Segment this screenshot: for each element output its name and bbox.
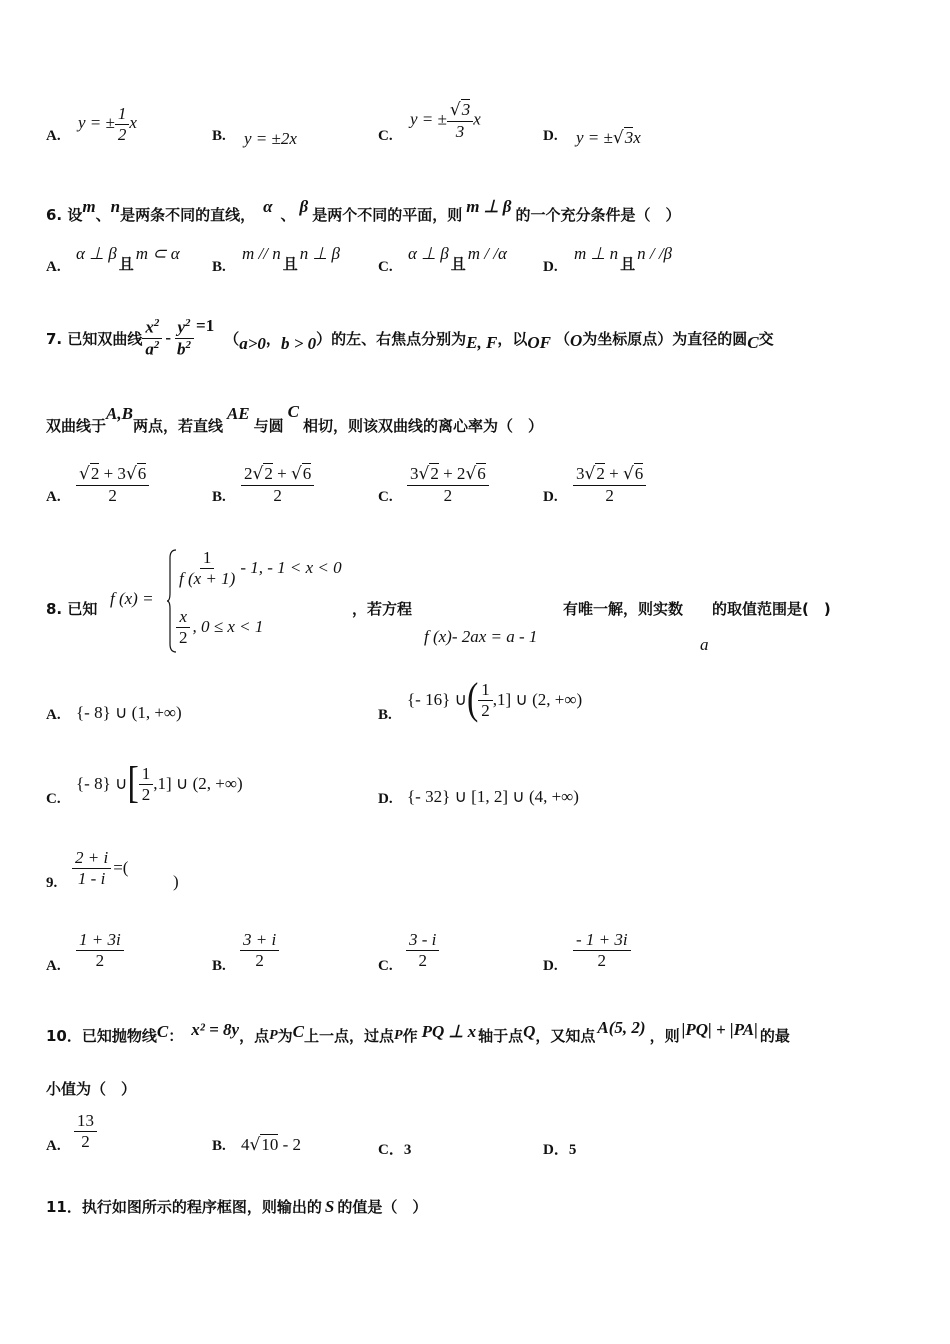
q8-option-c-label: C. xyxy=(46,791,61,807)
q10-t6: 作 xyxy=(402,1027,418,1045)
q10-t2: ： xyxy=(168,1027,184,1045)
q8-c-post: ,1] ∪ (2, +∞) xyxy=(153,774,243,794)
q8-b-num: 1 xyxy=(478,680,493,701)
q6-t2: 、 xyxy=(95,206,111,224)
q6-t3: 是两条不同的直线， xyxy=(120,206,256,224)
q7-option-b[interactable]: $\frac{2√2 + √6}{2}$ xyxy=(241,464,314,505)
q10-apt: A(5, 2) xyxy=(597,1018,646,1037)
q8-case2-den: 2 xyxy=(179,627,188,647)
q7-t8: 两点，若直线 xyxy=(132,417,223,435)
q6-n: n xyxy=(110,197,121,216)
q9-option-c-label: C. xyxy=(378,958,393,974)
q11-t2: 的值是（ ） xyxy=(337,1198,428,1216)
q9-option-b[interactable] xyxy=(240,930,279,970)
q5-c-num: 3 xyxy=(461,100,471,119)
q9-d-num: - 1 + 3i xyxy=(573,930,631,951)
q11-stem xyxy=(46,1196,427,1217)
q7-option-c[interactable]: $\frac{3√2 + 2√6}{2}$ xyxy=(407,464,489,505)
q7-option-b-label: B. xyxy=(212,489,226,505)
q7-frac-x: $\frac{x^2}{a^2}$ xyxy=(142,317,162,358)
q5-c-frac: $\frac{√3}{3}$ xyxy=(447,100,473,141)
q9-den: 1 - i xyxy=(77,868,106,888)
q5-a-var: x xyxy=(129,112,137,132)
q9-a-num: 1 + 3i xyxy=(76,930,124,951)
q5-option-a[interactable] xyxy=(78,104,137,144)
q10-b-rad: 10 xyxy=(261,1135,279,1154)
q9-option-d-label: D. xyxy=(543,958,558,974)
q5-a-num: 1 xyxy=(115,104,130,125)
q8-c-bracket-open: [ xyxy=(127,759,139,808)
q8-b-frac xyxy=(478,680,493,720)
q8-t4: 的取值范围是( ) xyxy=(712,600,831,618)
q8-b-bracket-open: ( xyxy=(466,675,479,724)
q5-option-b[interactable]: y = ±2x xyxy=(244,129,297,148)
q6-option-b[interactable] xyxy=(242,244,340,274)
q5-d-rad: 3 xyxy=(624,128,634,147)
q7-d-den: 2 xyxy=(605,485,614,505)
q7-t2: ）的左、右焦点分别为 xyxy=(316,329,467,348)
q6-c1: α ⊥ β xyxy=(408,244,449,263)
q5-a-den: 2 xyxy=(117,124,127,144)
q6-d-and: 且 xyxy=(620,255,636,273)
q10-t7: 轴于点 xyxy=(478,1027,524,1045)
q7-c-num3: 6 xyxy=(477,464,486,483)
q8-c-frac xyxy=(139,764,154,804)
q7-cond-open: （ xyxy=(224,329,240,348)
q7-t5: 为坐标原点）为直径的圆 xyxy=(582,329,748,348)
q8-option-a[interactable]: {- 8} ∪ (1, +∞) xyxy=(76,703,182,722)
q10-c: C xyxy=(156,1022,169,1041)
q5-option-a-label: A. xyxy=(46,128,61,144)
q6-t5: 是两个不同的平面，则 xyxy=(312,206,463,224)
q10-b-post: - 2 xyxy=(278,1135,302,1154)
q7-d-num3: 6 xyxy=(634,464,644,483)
q7-t4: （ xyxy=(554,329,570,348)
q7-ef: E, F xyxy=(466,333,498,352)
q9-d-den: 2 xyxy=(597,950,607,970)
q8-equation: f (x)- 2ax = a - 1 xyxy=(424,627,538,646)
q7-t7: 双曲线于 xyxy=(46,417,107,435)
q10-a-den: 2 xyxy=(81,1131,90,1151)
q6-d1: m ⊥ n xyxy=(574,244,619,263)
q8-option-b[interactable] xyxy=(407,675,583,724)
q7-stem-line1 xyxy=(46,306,774,370)
q8-b-post: ,1] ∪ (2, +∞) xyxy=(492,690,583,710)
q9-option-a[interactable] xyxy=(76,930,124,970)
q6-a1: α ⊥ β xyxy=(76,244,117,263)
q6-b2: n ⊥ β xyxy=(299,244,341,263)
q7-d-num1: 2 xyxy=(596,464,605,483)
q5-d-prefix: y = ± xyxy=(576,128,613,147)
q6-b-and: 且 xyxy=(282,255,298,273)
q7-c-den: 2 xyxy=(443,485,453,505)
q11-s: S xyxy=(324,1197,335,1216)
q6-t6: 的一个充分条件是（ ） xyxy=(515,206,681,224)
q8-t2: ，若方程 xyxy=(352,600,413,618)
q7-option-d[interactable]: $\frac{3√2 + √6}{2}$ xyxy=(573,464,646,505)
q8-b-pre: {- 16} ∪ xyxy=(407,690,467,710)
q5-option-c[interactable] xyxy=(410,100,481,141)
q10-option-a-label: A. xyxy=(46,1138,61,1154)
q7-o: O xyxy=(569,331,583,350)
q10-t8: ，又知点 xyxy=(535,1027,596,1045)
q7-b-num2: + xyxy=(272,464,291,483)
q7-a-num3: 6 xyxy=(137,464,147,483)
q8-case1-num: 1 xyxy=(200,548,215,569)
q7-eq: =1 xyxy=(196,316,215,335)
q9-option-d[interactable] xyxy=(573,930,631,970)
q10-option-b[interactable]: 4√10 - 2 xyxy=(241,1135,302,1155)
q9-b-num: 3 + i xyxy=(240,930,279,951)
q10-option-b-label: B. xyxy=(212,1138,226,1154)
q10-t9: ，则 xyxy=(649,1027,680,1045)
q7-c-num1: 2 xyxy=(430,464,439,483)
q8-fx: f (x) = xyxy=(110,589,154,608)
q6-alpha: α xyxy=(263,197,273,216)
q6-option-d[interactable] xyxy=(574,244,672,274)
q7-a-num2: + 3 xyxy=(99,464,126,483)
q8-case2-frac xyxy=(176,607,191,647)
q8-case1-frac xyxy=(176,548,238,588)
q9-num: 2 + i xyxy=(72,848,111,869)
q8-case1 xyxy=(176,548,342,588)
q6-b1: m // n xyxy=(242,244,281,263)
q9-option-c[interactable] xyxy=(406,930,439,970)
q7-b: b xyxy=(177,339,186,359)
q10-t3: ，点 xyxy=(239,1027,270,1045)
q10-option-c[interactable] xyxy=(378,1138,411,1159)
q6-option-a[interactable] xyxy=(76,244,180,274)
q8-c-pre: {- 8} ∪ xyxy=(76,774,128,794)
q7-frac-y: $\frac{y^2}{b^2}$ xyxy=(174,317,194,358)
q10-a-num: 13 xyxy=(74,1111,97,1132)
q7-ab: A,B xyxy=(106,404,133,423)
q6-cond: m ⊥ β xyxy=(466,197,512,216)
q7-y: y xyxy=(177,317,186,337)
q9-close: ) xyxy=(173,872,179,891)
q7-a: a xyxy=(145,339,154,359)
q7-option-c-label: C. xyxy=(378,489,393,505)
q7-d-num2: + xyxy=(604,464,623,483)
q8-b-den: 2 xyxy=(481,700,490,720)
q7-b-den: 2 xyxy=(273,485,282,505)
q7-cond-a: a>0 xyxy=(239,334,266,353)
q7-c-num0: 3 xyxy=(410,464,419,483)
q5-d-var: x xyxy=(633,128,641,147)
q9-number: 9. xyxy=(46,875,58,891)
q7-t3: ，以 xyxy=(497,329,528,348)
q7-option-a[interactable]: $\frac{√2 + 3√6}{2}$ xyxy=(76,464,149,505)
q6-m: m xyxy=(82,197,96,216)
q8-c-den: 2 xyxy=(141,784,151,804)
q10-t5: 上一点，过点 xyxy=(304,1027,395,1045)
q8-t1: 8. 已知 xyxy=(46,600,98,618)
q8-var-a: a xyxy=(700,635,709,654)
q7-ae: AE xyxy=(226,404,250,423)
q8-case2-num: x xyxy=(176,607,190,628)
q7-x: x xyxy=(145,317,154,337)
q7-minus: - xyxy=(165,328,172,347)
q9-eq: =( xyxy=(113,858,129,878)
q7-t1: 7. 已知双曲线 xyxy=(46,329,143,348)
q6-stem xyxy=(46,197,681,225)
q10-t1: 10．已知抛物线 xyxy=(46,1027,157,1045)
q6-option-d-label: D. xyxy=(543,259,558,275)
q6-option-a-label: A. xyxy=(46,259,61,275)
q7-t6: 交 xyxy=(758,329,774,348)
q7-a-den: 2 xyxy=(108,485,117,505)
q10-b-pre: 4 xyxy=(241,1135,250,1154)
q8-option-d[interactable]: {- 32} ∪ [1, 2] ∪ (4, +∞) xyxy=(407,787,579,806)
q9-option-b-label: B. xyxy=(212,958,226,974)
q6-a-and: 且 xyxy=(118,255,134,273)
q8-case1-den: f (x + 1) xyxy=(179,568,236,588)
q8-c-num: 1 xyxy=(139,764,154,785)
q10-c-val: 3 xyxy=(403,1142,412,1158)
q7-c: C xyxy=(747,333,759,352)
q7-c-num2: + 2 xyxy=(438,464,466,483)
q6-c2: m / /α xyxy=(467,244,507,263)
q7-d-num0: 3 xyxy=(576,464,585,483)
q8-case1-rest: - 1, - 1 < x < 0 xyxy=(240,558,342,578)
q6-t4: 、 xyxy=(280,206,296,224)
q8-case2 xyxy=(176,607,263,647)
q5-c-den: 3 xyxy=(455,121,465,141)
q10-eq: x² = 8y xyxy=(191,1020,240,1039)
q7-t9: 与圆 xyxy=(253,417,284,435)
q11-t1: 11．执行如图所示的程序框图，则输出的 xyxy=(46,1198,322,1216)
q10-p: P xyxy=(269,1028,278,1043)
q7-t10: 相切，则该双曲线的离心率为（ ） xyxy=(303,417,544,435)
q6-beta: β xyxy=(299,197,309,216)
q10-p2: P xyxy=(394,1028,403,1043)
q6-d2: n / /β xyxy=(637,244,673,263)
q10-d-val: 5 xyxy=(568,1142,577,1158)
q10-d-label: D． xyxy=(543,1142,569,1158)
q8-option-b-label: B. xyxy=(378,707,392,723)
q6-t1: 6. 设 xyxy=(46,206,83,224)
q8-option-a-label: A. xyxy=(46,707,61,723)
q6-c-and: 且 xyxy=(450,255,466,273)
q7-of: OF xyxy=(527,333,551,352)
q8-option-c[interactable] xyxy=(76,759,243,808)
q9-a-den: 2 xyxy=(95,950,105,970)
q6-option-b-label: B. xyxy=(212,259,226,275)
q5-c-var: x xyxy=(473,109,481,129)
q10-option-a[interactable] xyxy=(74,1111,97,1151)
q7-comma: ， xyxy=(265,329,281,348)
q10-c-label: C． xyxy=(378,1142,404,1158)
q7-a-num1: 2 xyxy=(90,464,100,483)
q5-c-prefix: y = ± xyxy=(410,109,447,129)
q10-stem-line1 xyxy=(46,1016,790,1046)
q10-c2: C xyxy=(292,1022,305,1041)
q10-pq: PQ ⊥ x xyxy=(421,1022,477,1041)
q8-t3: 有唯一解，则实数 xyxy=(563,600,684,618)
q7-option-a-label: A. xyxy=(46,489,61,505)
q9-c-den: 2 xyxy=(418,950,427,970)
q6-option-c[interactable] xyxy=(408,244,507,274)
q7-cond-b: b > 0 xyxy=(280,334,317,353)
q7-b-num0: 2 xyxy=(244,464,253,483)
q10-t4: 为 xyxy=(277,1027,293,1045)
q6-a2: m ⊂ α xyxy=(135,244,180,263)
q7-option-d-label: D. xyxy=(543,489,558,505)
q7-stem-line2 xyxy=(46,402,543,436)
q10-stem-line2: 小值为（ ） xyxy=(46,1080,137,1098)
q5-option-b-label: B. xyxy=(212,128,226,144)
q5-option-d-label: D. xyxy=(543,128,558,144)
q10-t10: 的最 xyxy=(759,1027,790,1045)
q10-expr: |PQ| + |PA| xyxy=(681,1020,758,1039)
q9-option-a-label: A. xyxy=(46,958,61,974)
q5-a-prefix: y = ± xyxy=(78,112,115,132)
q8-option-d-label: D. xyxy=(378,791,393,807)
q7-b-num1: 2 xyxy=(264,464,273,483)
q7-c2: C xyxy=(287,402,300,421)
q9-c-num: 3 - i xyxy=(406,930,439,951)
q5-a-frac xyxy=(115,104,130,144)
q7-b-num3: 6 xyxy=(302,464,312,483)
q8-case2-rest: , 0 ≤ x < 1 xyxy=(192,617,264,637)
q5-option-c-label: C. xyxy=(378,128,393,144)
q9-stem xyxy=(72,848,128,888)
q10-option-d[interactable] xyxy=(543,1138,576,1159)
q5-option-d[interactable]: y = ±√3x xyxy=(576,128,641,148)
q10-q: Q xyxy=(523,1022,536,1041)
q6-option-c-label: C. xyxy=(378,259,393,275)
q9-b-den: 2 xyxy=(255,950,264,970)
q9-frac xyxy=(72,848,111,888)
